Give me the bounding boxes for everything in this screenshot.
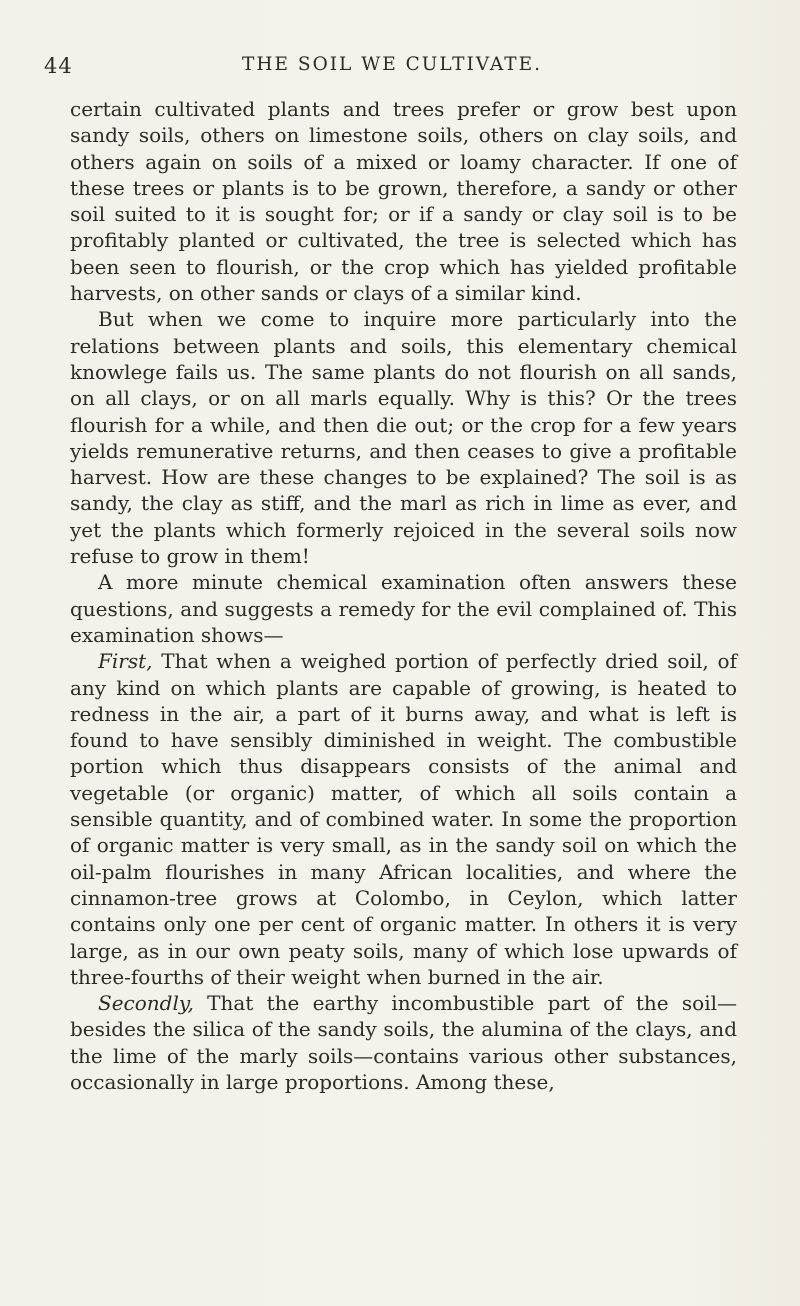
page-number: 44 — [44, 54, 73, 78]
paragraph-2-text: But when we come to inquire more particularly into the relations between plants and soils, this elementary chemical knowlege fails us. The same plants do not flourish on all sands, on all clays, or on all marls equally. Why is this? Or the trees flourish for a while, and then die out; or the crop for a few years yields remunerative returns, and then ceases to give a profitable harvest. How are these changes to be explained? The soil is as sandy, the clay as stiff, and the marl as rich in lime as ever, and yet the plants which formerly rejoiced in the several soils now refuse to grow in them! — [70, 307, 737, 569]
paragraph-4 — [70, 648, 737, 990]
paragraph-3 — [70, 569, 737, 648]
page-header — [44, 54, 740, 84]
paragraph-3-text: A more minute chemical examination often answers these questions, and suggests a remedy for the evil complained of. This examination shows— — [70, 570, 737, 647]
body-text — [70, 96, 737, 1095]
running-title: THE SOIL WE CULTIVATE. — [242, 54, 542, 75]
paragraph-2 — [70, 306, 737, 569]
paragraph-1-text: certain cultivated plants and trees prefer or grow best upon sandy soils, others on limestone soils, others on clay soils, and others again on soils of a mixed or loamy character. If one of these trees or plants is to be grown, therefore, a sandy or other soil suited to it is sought for; or if a sandy or clay soil is to be profitably planted or cultivated, the tree is selected which has been seen to flourish, or the crop which has yielded profitable harvests, on other sands or clays of a similar kind. — [70, 97, 737, 306]
paragraph-5-text: That the earthy incombustible part of the soil— besides the silica of the sandy soils, the alumina of the clays, and the lime of the marly soils—contains various other substances, occasionally in large proportions. Among these, — [70, 991, 737, 1094]
paragraph-4-text: That when a weighed portion of perfectly dried soil, of any kind on which plants are capable of growing, is heated to redness in the air, a part of it burns away, and what is left is found to have sensibly diminished in weight. The combustible portion which thus disappears consists of the animal and vegetable (or organic) matter, of which all soils contain a sensible quantity, and of combined water. In some the proportion of organic matter is very small, as in the sandy soil on which the oil-palm flourishes in many African localities, and where the cinnamon-tree grows at Colombo, in Ceylon, which latter contains only one per cent of organic matter. In others it is very large, as in our own peaty soils, many of which lose upwards of three-fourths of their weight when burned in the air. — [70, 649, 737, 989]
paragraph-5-lead: Secondly, — [98, 991, 194, 1016]
paragraph-4-lead: First, — [98, 649, 153, 674]
paragraph-1 — [70, 96, 737, 306]
paragraph-5 — [70, 990, 737, 1095]
